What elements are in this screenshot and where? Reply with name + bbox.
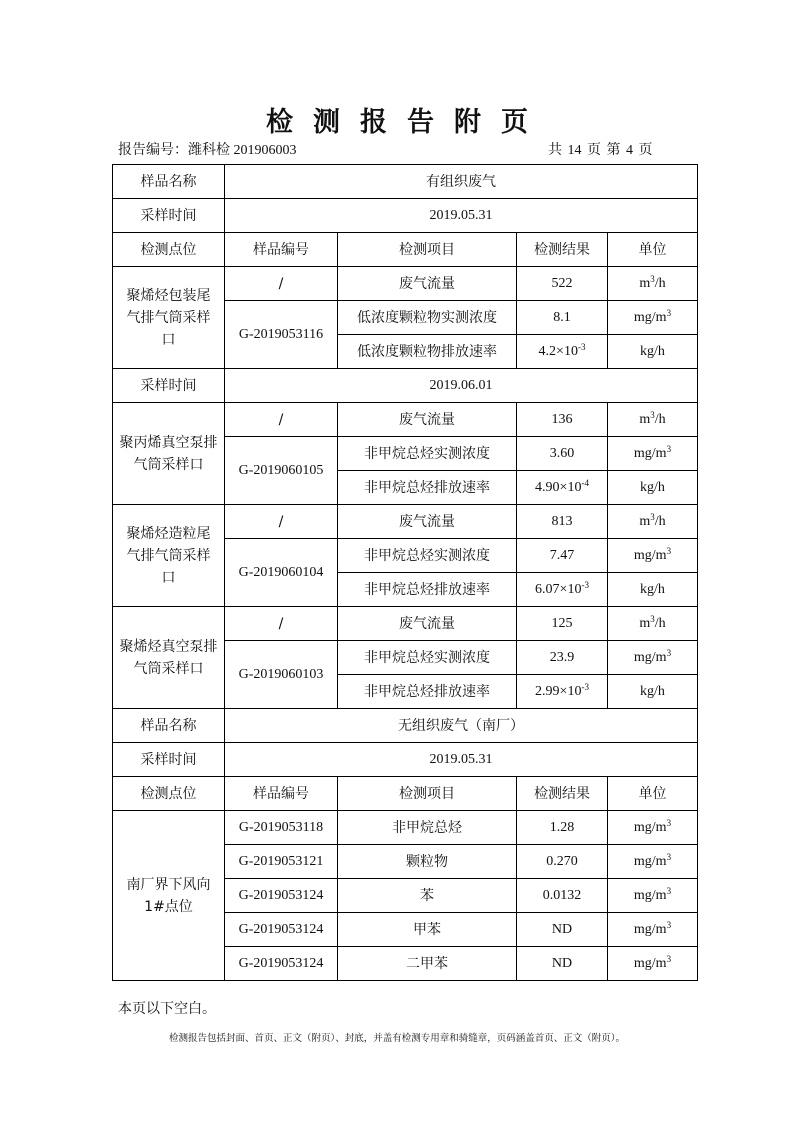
item-cell: 低浓度颗粒物排放速率: [338, 335, 517, 369]
unit-cell: $mg/m^3$: [608, 301, 698, 335]
label-sample-time: 采样时间: [113, 369, 225, 403]
item-cell: 非甲烷总烃排放速率: [338, 675, 517, 709]
point-cell: 聚烯烃真空泵排气筒采样口: [113, 607, 225, 709]
sample-no-cell: /: [225, 607, 338, 641]
result-cell: 1.28: [517, 811, 608, 845]
unit-cell: $mg/m^3$: [608, 845, 698, 879]
unit-cell: $mg/m^3$: [608, 641, 698, 675]
result-cell: ND: [517, 913, 608, 947]
header-sample-no: 样品编号: [225, 777, 338, 811]
sample-no-cell: G-2019053121: [225, 845, 338, 879]
result-cell: 8.1: [517, 301, 608, 335]
result-cell: 136: [517, 403, 608, 437]
item-cell: 非甲烷总烃实测浓度: [338, 437, 517, 471]
result-cell: $4.90\times 10^{-4}$: [517, 471, 608, 505]
unit-cell: $m^3/h$: [608, 505, 698, 539]
header-sample-no: 样品编号: [225, 233, 338, 267]
result-cell: $2.99\times 10^{-3}$: [517, 675, 608, 709]
header-item: 检测项目: [338, 777, 517, 811]
result-cell: $6.07\times 10^{-3}$: [517, 573, 608, 607]
blank-note: 本页以下空白。: [118, 1001, 216, 1017]
sample-no-cell: G-2019053124: [225, 913, 338, 947]
unit-cell: $mg/m^3$: [608, 913, 698, 947]
unit-cell: kg/h: [608, 573, 698, 607]
item-cell: 二甲苯: [338, 947, 517, 981]
item-cell: 低浓度颗粒物实测浓度: [338, 301, 517, 335]
page-title: 检测报告附页: [266, 107, 548, 138]
unit-cell: $m^3/h$: [608, 607, 698, 641]
unit-cell: $mg/m^3$: [608, 539, 698, 573]
unit-cell: kg/h: [608, 471, 698, 505]
sample-time-value: 2019.05.31: [225, 743, 698, 777]
sample-time-value: 2019.05.31: [225, 199, 698, 233]
label-sample-time: 采样时间: [113, 199, 225, 233]
sample-name-value: 有组织废气: [225, 165, 698, 199]
item-cell: 甲苯: [338, 913, 517, 947]
label-sample-name: 样品名称: [113, 165, 225, 199]
item-cell: 非甲烷总烃: [338, 811, 517, 845]
unit-cell: $m^3/h$: [608, 403, 698, 437]
result-cell: ND: [517, 947, 608, 981]
header-item: 检测项目: [338, 233, 517, 267]
header-unit: 单位: [608, 777, 698, 811]
label-sample-time: 采样时间: [113, 743, 225, 777]
point-cell: 聚烯烃包装尾气排气筒采样口: [113, 267, 225, 369]
sample-name-value: 无组织废气（南厂）: [225, 709, 698, 743]
result-cell: 0.0132: [517, 879, 608, 913]
header-result: 检测结果: [517, 777, 608, 811]
result-cell: 3.60: [517, 437, 608, 471]
unit-cell: $mg/m^3$: [608, 437, 698, 471]
sample-no-cell: G-2019060103: [225, 641, 338, 709]
unit-cell: kg/h: [608, 675, 698, 709]
point-cell: 聚丙烯真空泵排气筒采样口: [113, 403, 225, 505]
header-point: 检测点位: [113, 233, 225, 267]
header-result: 检测结果: [517, 233, 608, 267]
unit-cell: $mg/m^3$: [608, 811, 698, 845]
item-cell: 非甲烷总烃排放速率: [338, 471, 517, 505]
result-cell: 522: [517, 267, 608, 301]
sample-no-cell: /: [225, 403, 338, 437]
sample-no-cell: G-2019060104: [225, 539, 338, 607]
sample-no-cell: /: [225, 267, 338, 301]
item-cell: 非甲烷总烃实测浓度: [338, 641, 517, 675]
sample-no-cell: G-2019060105: [225, 437, 338, 505]
result-cell: 23.9: [517, 641, 608, 675]
result-cell: 0.270: [517, 845, 608, 879]
result-cell: $4.2\times 10^{-3}$: [517, 335, 608, 369]
sample-no-cell: /: [225, 505, 338, 539]
item-cell: 废气流量: [338, 267, 517, 301]
result-cell: 7.47: [517, 539, 608, 573]
item-cell: 颗粒物: [338, 845, 517, 879]
header-unit: 单位: [608, 233, 698, 267]
sample-no-cell: G-2019053124: [225, 947, 338, 981]
sample-no-cell: G-2019053116: [225, 301, 338, 369]
unit-cell: $m^3/h$: [608, 267, 698, 301]
report-table: [112, 164, 698, 981]
sample-no-cell: G-2019053118: [225, 811, 338, 845]
item-cell: 废气流量: [338, 607, 517, 641]
result-cell: 125: [517, 607, 608, 641]
item-cell: 非甲烷总烃实测浓度: [338, 539, 517, 573]
label-sample-name: 样品名称: [113, 709, 225, 743]
sample-no-cell: G-2019053124: [225, 879, 338, 913]
unit-cell: $mg/m^3$: [608, 879, 698, 913]
item-cell: 废气流量: [338, 403, 517, 437]
page-info: 共 14 页 第 4 页: [548, 143, 653, 158]
item-cell: 非甲烷总烃排放速率: [338, 573, 517, 607]
result-cell: 813: [517, 505, 608, 539]
unit-cell: $mg/m^3$: [608, 947, 698, 981]
item-cell: 废气流量: [338, 505, 517, 539]
header-point: 检测点位: [113, 777, 225, 811]
point-cell: 聚烯烃造粒尾气排气筒采样口: [113, 505, 225, 607]
unit-cell: kg/h: [608, 335, 698, 369]
item-cell: 苯: [338, 879, 517, 913]
report-statement: 检测报告包括封面、首页、正文（附页）、封底，并盖有检测专用章和骑缝章，页码涵盖首页、正文（附页）。: [168, 1033, 625, 1044]
sample-time-value: 2019.06.01: [225, 369, 698, 403]
point-cell: 南厂界下风向1#点位: [113, 811, 225, 981]
report-number: 报告编号：潍科检 201906003: [118, 143, 297, 158]
